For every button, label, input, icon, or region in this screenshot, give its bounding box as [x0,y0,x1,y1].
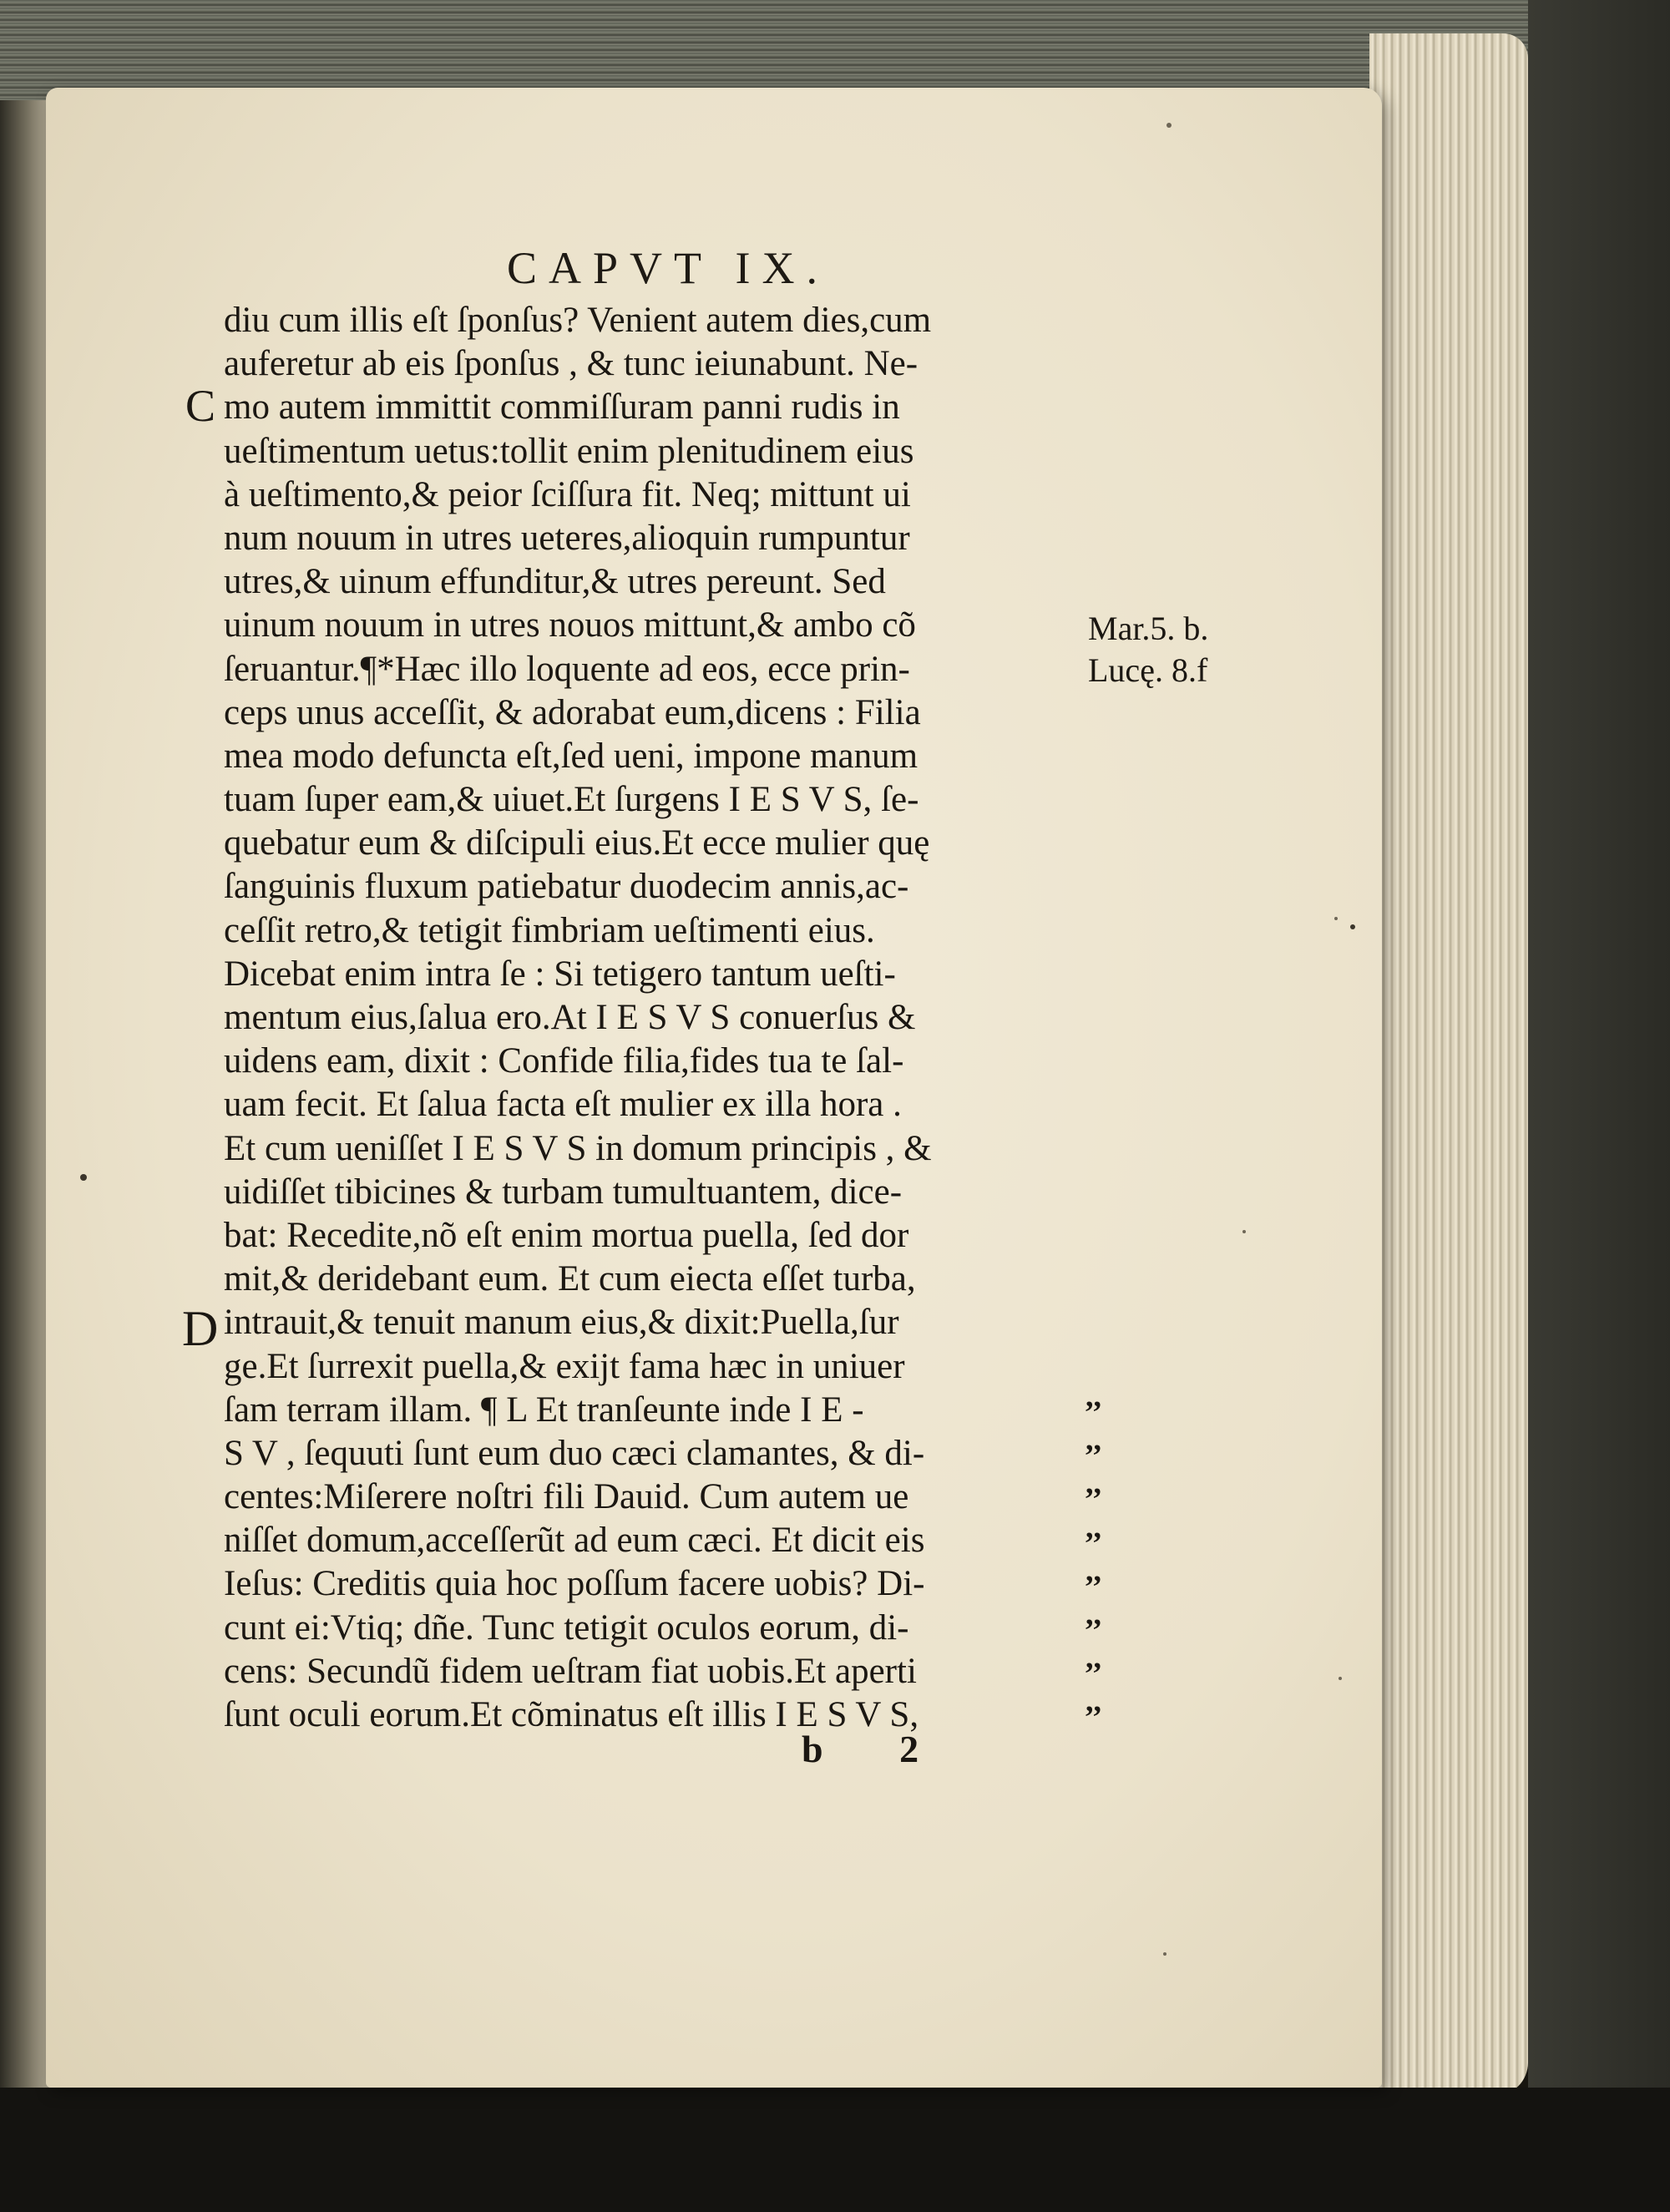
quote-mark: ,, [1086,1683,1101,1719]
text-line: ſunt oculi eorum.Et cõminatus eſt illis I E S V S, [224,1695,919,1734]
quote-mark: ,, [1086,1465,1101,1501]
text-line: Ieſus: Creditis quia hoc poſſum facere uobis? Di- [224,1564,925,1604]
text-line: niſſet domum,acceſſerũt ad eum cæci. Et dicit eis [224,1521,925,1561]
text-line: centes:Miſerere noſtri fili Dauid. Cum autem ue [224,1477,909,1517]
text-line: auferetur ab eis ſponſus , & tunc ieiunabunt. Ne- [224,344,918,384]
text-line: ſeruantur.¶*Hæc illo loquente ad eos, ecce prin- [224,649,910,689]
margin-reference [1088,608,1255,691]
text-line: ceſſit retro,& tetigit fimbriam ueſtimenti eius. [224,910,875,950]
text-line: Et cum ueniſſet I E S V S in domum principis , & [224,1128,932,1168]
marginal-quote-marks [1086,1374,1127,1724]
text-line: cens: Secundũ fidem ueſtram fiat uobis.Et aperti [224,1651,917,1691]
quote-mark: ,, [1086,1640,1101,1676]
signature-mark: b 2 [802,1728,953,1770]
text-line: mentum eius,ſalua ero.At I E S V S conuerſus & [224,998,916,1037]
text-line: mea modo defuncta eſt,ſed ueni, impone manum [224,736,918,776]
book-cover-edge [1528,0,1670,2212]
text-line: ge.Et ſurrexit puella,& exijt fama hæc in uniuer [224,1346,905,1386]
text-line: utres,& uinum effunditur,& utres pereunt. Sed [224,562,886,602]
body-text [224,299,1084,1737]
text-line: ueſtimentum uetus:tollit enim plenitudinem eius [224,431,914,471]
spine-gutter [0,100,52,2096]
text-line: ſanguinis fluxum patiebatur duodecim annis,ac- [224,867,909,907]
text-line: Dicebat enim intra ſe : Si tetigero tantum ueſti- [224,954,896,994]
section-marker-d: D [182,1301,219,1356]
text-line: S V , ſequuti ſunt eum duo cæci clamantes, & di- [224,1433,925,1473]
text-line: diu cum illis eſt ſponſus? Venient autem dies,cum [224,301,932,340]
text-line: uidens eam, dixit : Confide filia,fides tua te ſal- [224,1041,904,1081]
text-line: à ueſtimento,& peior ſciſſura fit. Neq; mittunt ui [224,474,911,514]
margin-ref-mark: Mar.5. b. [1088,610,1209,647]
text-line: ceps unus acceſſit, & adorabat eum,dicens : Filia [224,692,921,732]
quote-mark: ,, [1086,1422,1101,1458]
text-line: mit,& deridebant eum. Et cum eiecta eſſet turba, [224,1259,916,1299]
page-fore-edge [1369,33,1528,2096]
text-line: tuam ſuper eam,& uiuet.Et ſurgens I E S V S, ſe- [224,780,919,820]
text-line: uinum nouum in utres nouos mittunt,& ambo cõ [224,605,916,645]
margin-ref-luke: Lucę. 8.f [1088,651,1208,689]
quote-mark: ,, [1086,1379,1101,1414]
background-surface [0,2088,1670,2212]
text-line: ſam terram illam. ¶ L Et tranſeunte inde I E - [224,1389,864,1430]
running-head: CAPVT IX. [506,243,830,293]
text-line: quebatur eum & diſcipuli eius.Et ecce mulier quę [224,823,930,863]
quote-mark: ,, [1086,1552,1101,1588]
text-line: uidiſſet tibicines & turbam tumultuantem, dice- [224,1172,903,1212]
section-marker-c: C [185,381,216,431]
text-line: uam fecit. Et ſalua facta eſt mulier ex illa hora . [224,1085,902,1125]
text-line: num nouum in utres ueteres,alioquin rumpuntur [224,518,910,558]
text-line: cunt ei:Vtiq; dñe. Tunc tetigit oculos eorum, di- [224,1607,909,1648]
text-line: mo autem immittit commiſſuram panni rudis in [224,387,900,428]
text-line: intrauit,& tenuit manum eius,& dixit:Puella,ſur [224,1303,899,1343]
text-line: bat: Recedite,nõ eſt enim mortua puella, ſed dor [224,1215,909,1255]
quote-mark: ,, [1086,1596,1101,1632]
quote-mark: ,, [1086,1509,1101,1545]
